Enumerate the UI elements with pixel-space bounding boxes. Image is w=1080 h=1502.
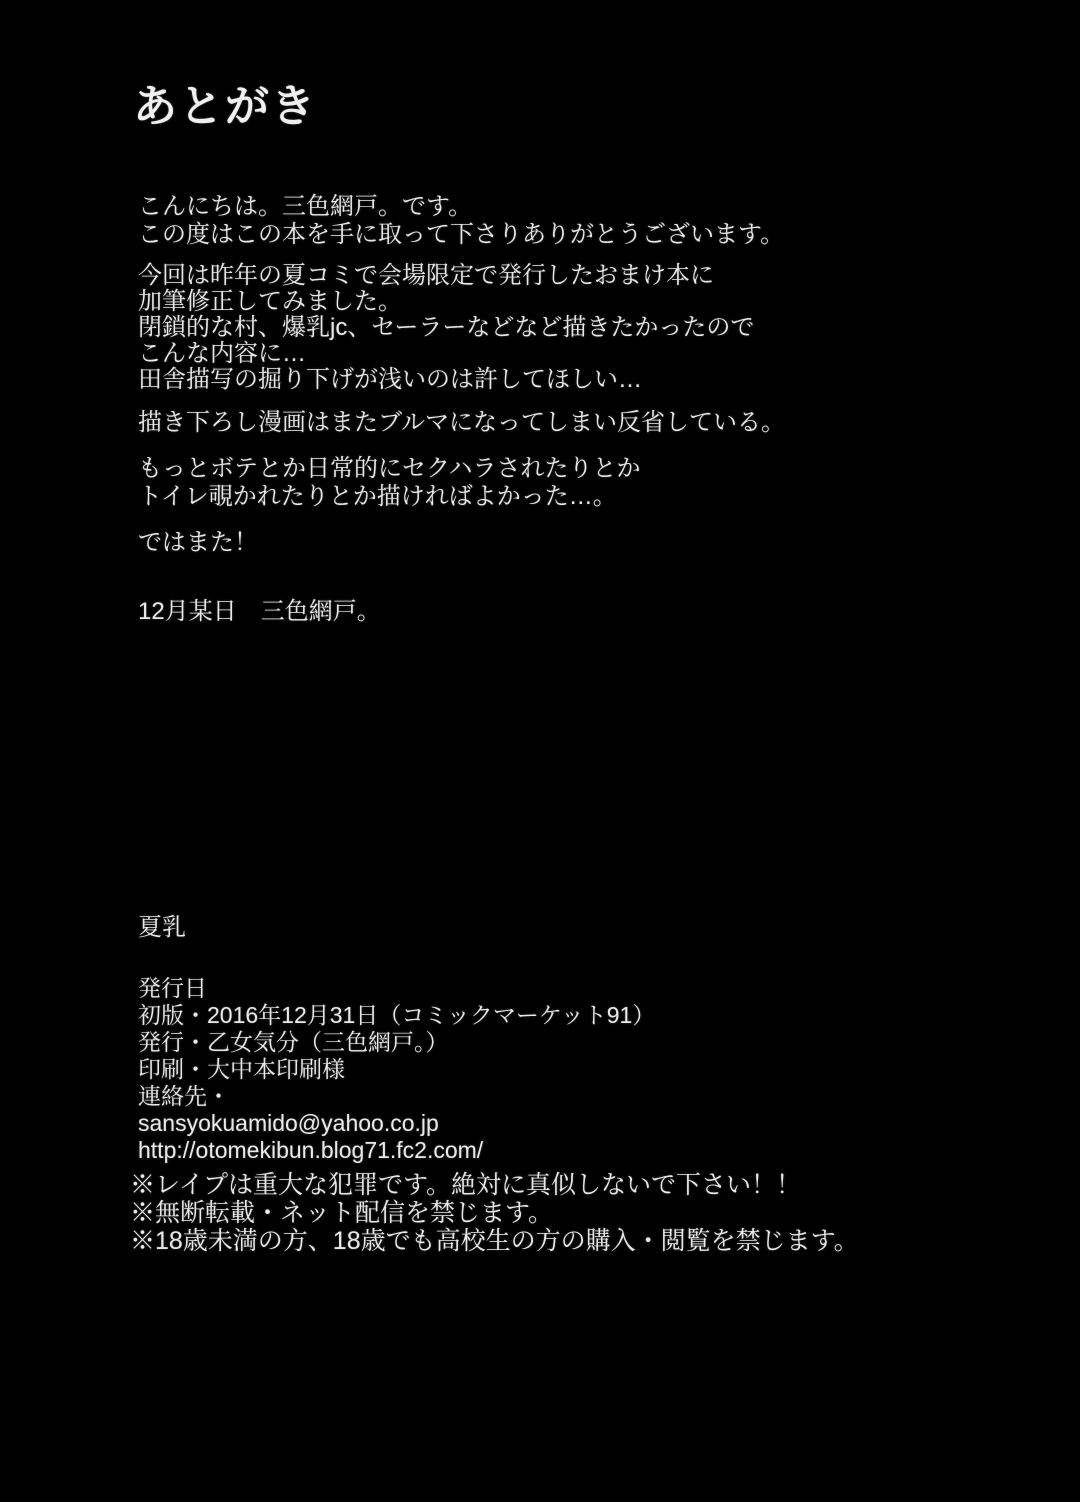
- text-line: 描き下ろし漫画はまたブルマになってしまい反省している。: [138, 409, 786, 436]
- text-line: こんにちは。三色網戸。です。: [138, 193, 473, 220]
- text-line: 今回は昨年の夏コミで会場限定で発行したおまけ本に: [138, 262, 714, 289]
- signature-line: [138, 598, 381, 626]
- text-line: トイレ覗かれたりとか描ければよかった…。: [138, 483, 617, 510]
- warning-line: ※レイプは重大な犯罪です。絶対に真似しないで下さい！！: [130, 1171, 802, 1199]
- book-title: [138, 914, 186, 942]
- colophon-edition: 初版・2016年12月31日（コミックマーケット91）: [138, 1002, 656, 1028]
- text-line: もっとボテとか日常的にセクハラされたりとか: [138, 455, 641, 482]
- warning-line: ※18歳未満の方、18歳でも高校生の方の購入・閲覧を禁じます。: [130, 1227, 859, 1255]
- colophon-contact-label: 連絡先・: [138, 1083, 230, 1109]
- colophon-block: [138, 975, 655, 1164]
- text-line: 加筆修正してみました。: [138, 288, 402, 315]
- text-line: 閉鎖的な村、爆乳jc、セーラーなどなど描きたかったので: [138, 314, 755, 341]
- text-line: 田舎描写の掘り下げが浅いのは許してほしい…: [138, 366, 642, 393]
- page-title: あとがき: [133, 82, 317, 131]
- text-line: この度はこの本を手に取って下さりありがとうございます。: [138, 221, 785, 248]
- colophon-publisher: 発行・乙女気分（三色網戸。）: [138, 1029, 449, 1055]
- text-line: こんな内容に…: [138, 340, 306, 367]
- text-line: 夏乳: [138, 914, 186, 941]
- colophon-heading: 発行日: [138, 975, 207, 1001]
- body-paragraph-1: [138, 263, 754, 393]
- closing-line: [138, 529, 258, 557]
- greeting-paragraph: [138, 193, 784, 249]
- body-paragraph-3: [138, 455, 641, 511]
- body-paragraph-2: [138, 409, 785, 437]
- contact-email: sansyokuamido@yahoo.co.jp: [138, 1110, 439, 1136]
- warning-line: ※無断転載・ネット配信を禁じます。: [130, 1199, 554, 1227]
- colophon-printer: 印刷・大中本印刷様: [138, 1056, 345, 1082]
- warnings-block: [130, 1171, 859, 1255]
- contact-url: http://otomekibun.blog71.fc2.com/: [138, 1137, 484, 1163]
- text-line: ではまた！: [138, 529, 258, 556]
- text-line: 12月某日 三色網戸。: [138, 598, 381, 625]
